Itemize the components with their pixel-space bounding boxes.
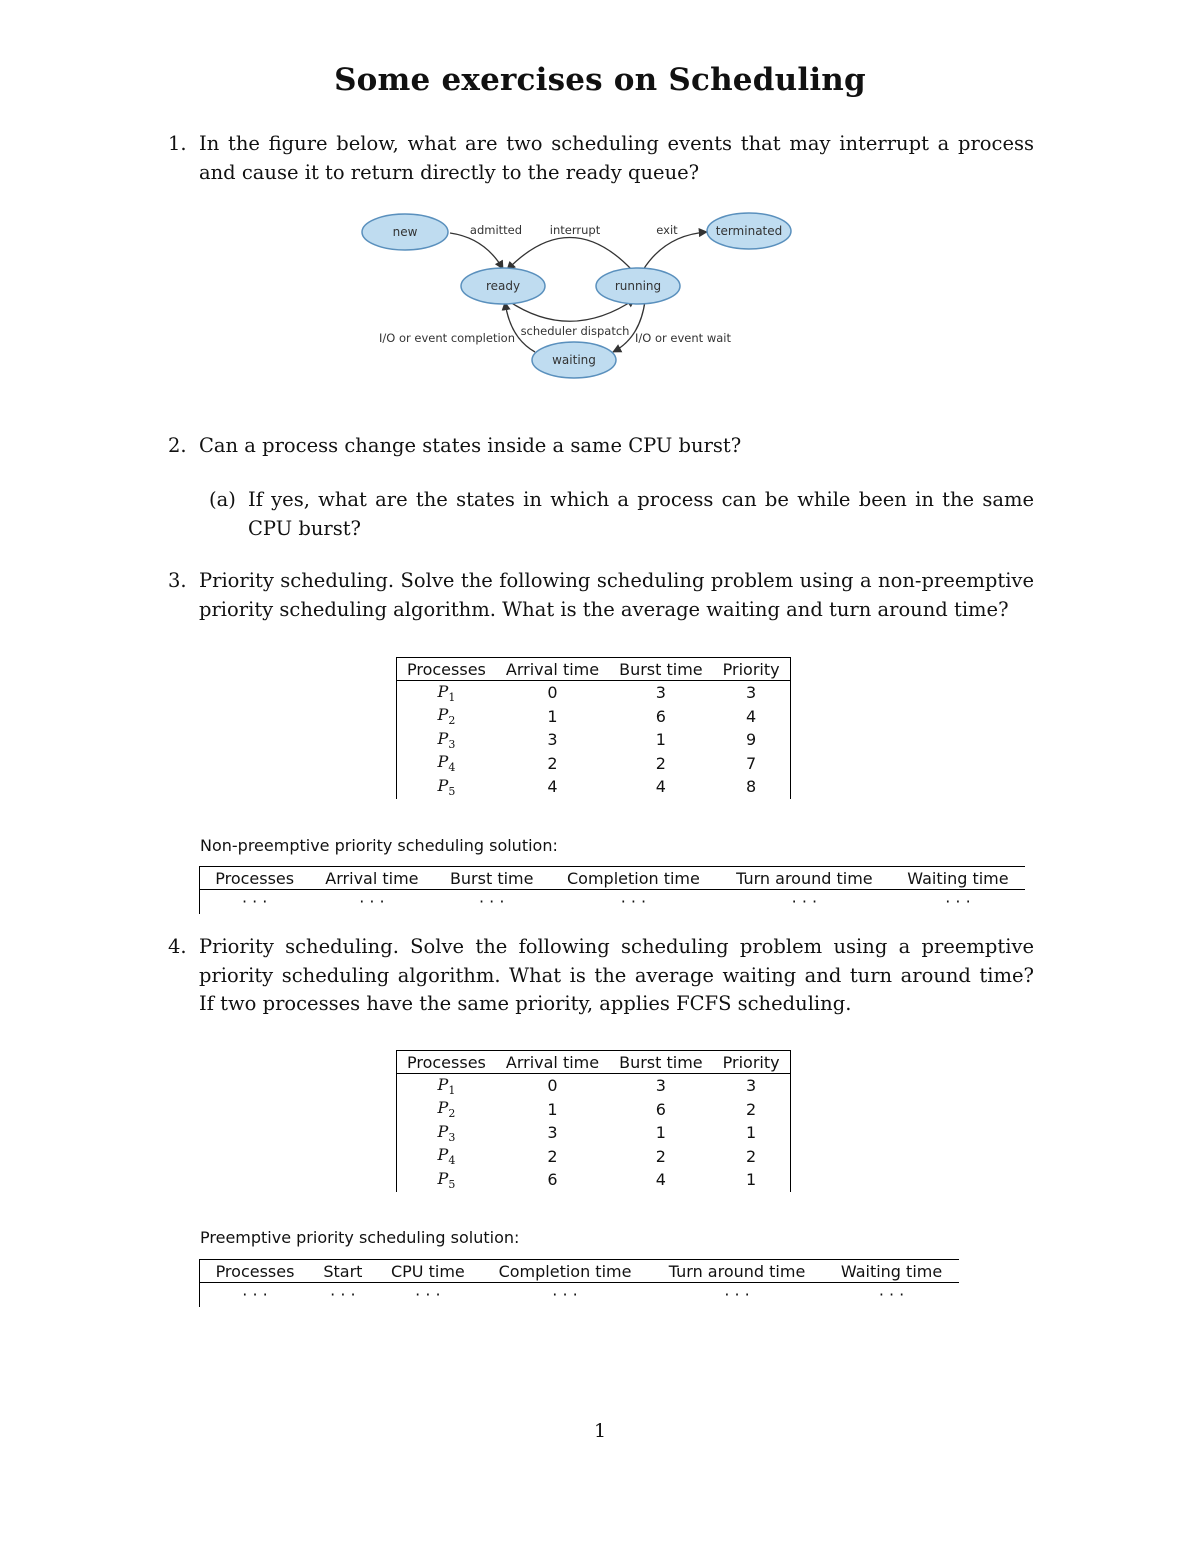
question-text: priority scheduling algorithm. What is the average waiting and turn around time?	[199, 963, 1034, 987]
table-row: $P_2$ 1 6 2	[397, 1098, 791, 1122]
edge-interrupt	[507, 238, 632, 271]
state-node-waiting	[532, 342, 616, 378]
solution-caption-preemptive: Preemptive priority scheduling solution:	[200, 1228, 520, 1247]
column-header: Priority	[713, 658, 790, 681]
column-header: Turn around time	[650, 1260, 824, 1283]
edge-label-interrupt: interrupt	[549, 223, 601, 237]
solution-table-nonpreemptive	[199, 866, 1025, 914]
column-header: Processes	[200, 867, 310, 890]
column-header: Burst time	[609, 1051, 713, 1074]
table-row: $P_4$ 2 2 7	[397, 752, 791, 776]
edge-label-io-wait: I/O or event wait	[635, 331, 731, 345]
process-state-diagram	[355, 200, 805, 385]
table-row: $P_5$ 6 4 1	[397, 1168, 791, 1192]
column-header: Processes	[397, 1051, 496, 1074]
table-row: · · · · · · · · · · · · · · · · · ·	[200, 890, 1026, 914]
question-2	[168, 432, 1034, 461]
subquestion-label: (a)	[209, 488, 236, 511]
edge-label-scheduler-dispatch: scheduler dispatch	[520, 324, 630, 338]
column-header: Completion time	[549, 867, 718, 890]
node-label: waiting	[552, 353, 596, 367]
column-header: Priority	[713, 1051, 790, 1074]
column-header: Waiting time	[824, 1260, 959, 1283]
question-number: 1.	[168, 132, 187, 155]
question-number: 4.	[168, 935, 187, 958]
table-row: · · · · · · · · · · · · · · · · · ·	[200, 1283, 960, 1307]
column-header: Arrival time	[309, 867, 434, 890]
question-2a	[209, 486, 1034, 543]
state-node-ready	[461, 268, 545, 304]
table-row: $P_4$ 2 2 2	[397, 1145, 791, 1169]
state-node-running	[596, 268, 680, 304]
table-row: $P_2$ 1 6 4	[397, 705, 791, 729]
subquestion-text: If yes, what are the states in which a process can be while been in the same	[248, 488, 1034, 511]
state-node-terminated	[707, 213, 791, 249]
edge-scheduler-dispatch	[507, 299, 635, 321]
table-row: $P_3$ 3 1 9	[397, 728, 791, 752]
question-1	[168, 130, 1034, 187]
column-header: Arrival time	[496, 1051, 609, 1074]
column-header: Turn around time	[718, 867, 891, 890]
edge-label-exit: exit	[656, 223, 678, 237]
subquestion-text: CPU burst?	[248, 516, 361, 540]
node-label: running	[614, 279, 662, 293]
table-row: $P_3$ 3 1 1	[397, 1121, 791, 1145]
node-label: terminated	[715, 224, 783, 238]
column-header: Arrival time	[496, 658, 609, 681]
question-text: If two processes have the same priority, applies FCFS scheduling.	[199, 992, 852, 1015]
question-text: priority scheduling algorithm. What is the average waiting and turn around time?	[199, 597, 1009, 621]
node-label: ready	[485, 279, 521, 293]
state-node-new	[362, 214, 448, 250]
column-header: CPU time	[376, 1260, 480, 1283]
column-header: Start	[310, 1260, 376, 1283]
question-number: 3.	[168, 569, 187, 592]
question-text: Can a process change states inside a same CPU burst?	[199, 434, 742, 457]
table-row: $P_1$ 0 3 3	[397, 681, 791, 705]
question-4	[168, 933, 1034, 1019]
column-header: Burst time	[609, 658, 713, 681]
node-label: new	[392, 225, 418, 239]
solution-table-preemptive	[199, 1259, 959, 1307]
edge-admitted	[450, 233, 503, 269]
column-header: Processes	[397, 658, 496, 681]
edge-label-io-completion: I/O or event completion	[379, 331, 515, 345]
process-table-nonpreemptive	[396, 657, 791, 799]
table-row: $P_1$ 0 3 3	[397, 1074, 791, 1098]
solution-caption-nonpreemptive: Non-preemptive priority scheduling solution:	[200, 836, 558, 855]
question-3	[168, 567, 1034, 624]
column-header: Burst time	[434, 867, 548, 890]
column-header: Processes	[200, 1260, 311, 1283]
column-header: Completion time	[480, 1260, 650, 1283]
process-table-preemptive	[396, 1050, 791, 1192]
question-text: and cause it to return directly to the ready queue?	[199, 160, 700, 184]
edge-exit	[643, 232, 707, 270]
question-text: In the figure below, what are two scheduling events that may interrupt a process	[199, 132, 1034, 155]
question-text: Priority scheduling. Solve the following scheduling problem using a non-preemptive	[199, 569, 1034, 592]
table-row: $P_5$ 4 4 8	[397, 775, 791, 799]
question-text: Priority scheduling. Solve the following scheduling problem using a preemptive	[199, 935, 1034, 958]
edge-label-admitted: admitted	[469, 223, 523, 237]
page-title: Some exercises on Scheduling	[334, 62, 866, 98]
question-number: 2.	[168, 434, 187, 457]
column-header: Waiting time	[891, 867, 1025, 890]
page-number: 1	[593, 1420, 607, 1442]
